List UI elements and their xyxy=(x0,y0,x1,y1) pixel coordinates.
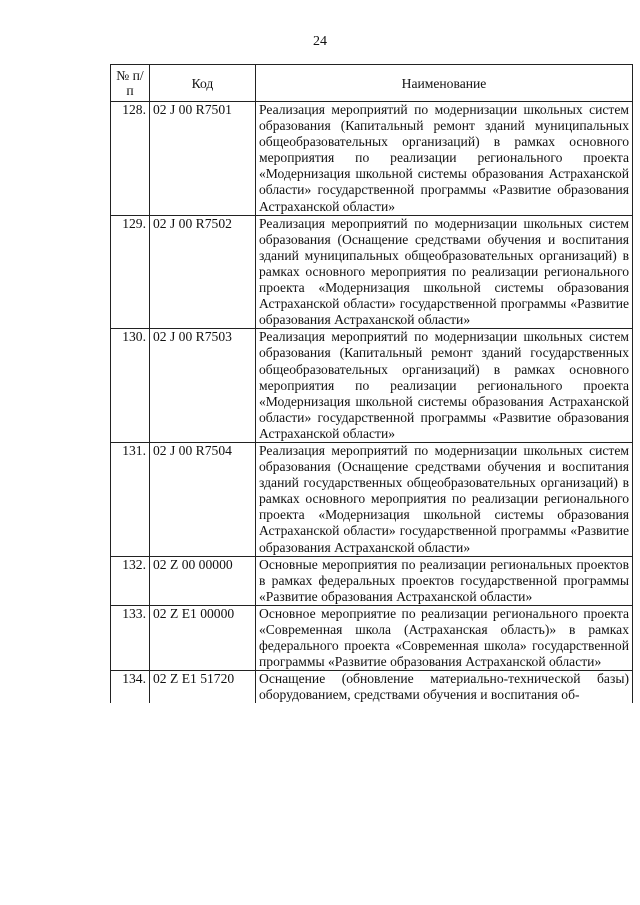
row-name: Оснащение (обновление материально-технической базы) оборудованием, средствами обучения и воспитания об- xyxy=(256,671,633,704)
header-name: Наименование xyxy=(256,65,633,102)
table-row xyxy=(111,671,633,704)
row-number: 128. xyxy=(111,102,150,216)
header-num: № п/п xyxy=(111,65,150,102)
row-code: 02 Z E1 51720 xyxy=(150,671,256,704)
row-code: 02 Z E1 00000 xyxy=(150,605,256,670)
row-code: 02 J 00 R7504 xyxy=(150,442,256,556)
row-number: 132. xyxy=(111,556,150,605)
header-code: Код xyxy=(150,65,256,102)
row-code: 02 J 00 R7503 xyxy=(150,329,256,443)
row-name: Реализация мероприятий по модернизации школьных систем образования (Капитальный ремонт зданий муниципальных общеобразовательных организаций) в рамках основного мероприятия по реализации регионального проекта «Модернизация школьной системы образования Астраханской области» государственной программы «Развитие образования Астраханской области» xyxy=(256,102,633,216)
table-row xyxy=(111,442,633,556)
row-number: 129. xyxy=(111,215,150,329)
classification-table xyxy=(110,64,633,703)
row-number: 130. xyxy=(111,329,150,443)
row-number: 131. xyxy=(111,442,150,556)
row-name: Основные мероприятия по реализации региональных проектов в рамках федеральных проектов государственной программы «Развитие образования Астраханской области» xyxy=(256,556,633,605)
row-code: 02 J 00 R7501 xyxy=(150,102,256,216)
row-number: 133. xyxy=(111,605,150,670)
table-header-row xyxy=(111,65,633,102)
page-number: 24 xyxy=(313,34,327,49)
row-name: Реализация мероприятий по модернизации школьных систем образования (Оснащение средствами обучения и воспитания зданий муниципальных общеобразовательных организаций) в рамках основного мероприятия по реализации регионального проекта «Модернизация школьной системы образования Астраханской области» государственной программы «Развитие образования Астраханской области» xyxy=(256,215,633,329)
table-row xyxy=(111,605,633,670)
table-row xyxy=(111,102,633,216)
row-code: 02 Z 00 00000 xyxy=(150,556,256,605)
table-row xyxy=(111,215,633,329)
row-name: Основное мероприятие по реализации регионального проекта «Современная школа (Астраханская область)» в рамках федерального проекта «Современная школа» государственной программы «Развитие образования Астраханской области» xyxy=(256,605,633,670)
row-code: 02 J 00 R7502 xyxy=(150,215,256,329)
table-row xyxy=(111,329,633,443)
row-name: Реализация мероприятий по модернизации школьных систем образования (Капитальный ремонт зданий государственных общеобразовательных организаций) в рамках основного мероприятия по реализации регионального проекта «Модернизация школьной системы образования Астраханской области» государственной программы «Развитие образования Астраханской области» xyxy=(256,329,633,443)
table-row xyxy=(111,556,633,605)
row-number: 134. xyxy=(111,671,150,704)
row-name: Реализация мероприятий по модернизации школьных систем образования (Оснащение средствами обучения и воспитания зданий государственных общеобразовательных организаций) в рамках основного мероприятия по реализации регионального проекта «Модернизация школьной системы образования Астраханской области» государственной программы «Развитие образования Астраханской области» xyxy=(256,442,633,556)
